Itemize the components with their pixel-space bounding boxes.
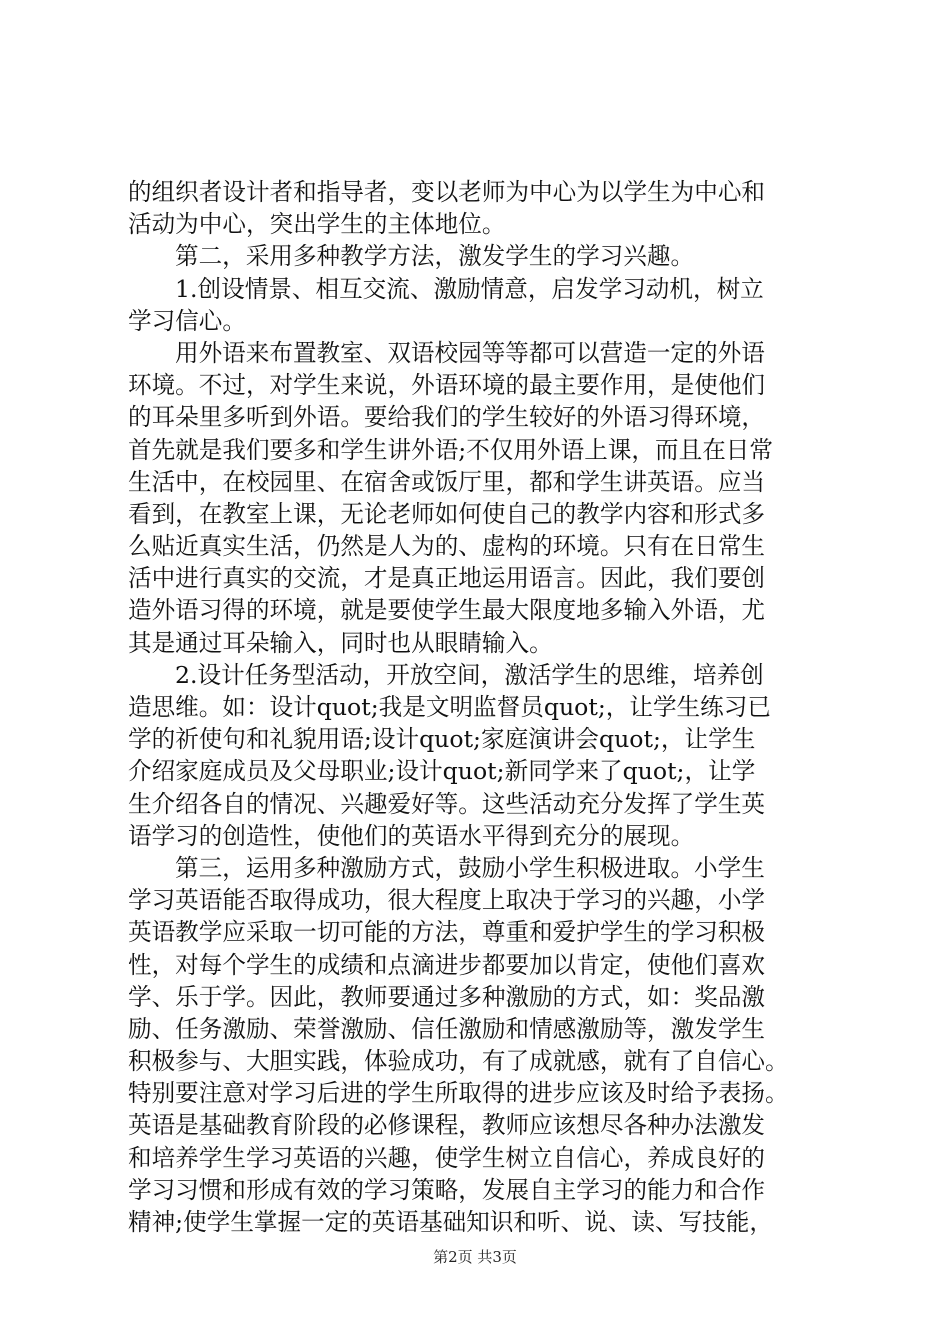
text-line: 语学习的创造性，使他们的英语水平得到充分的展现。 — [128, 821, 695, 850]
text-line: 2.设计任务型活动，开放空间，激活学生的思维，培养创 — [175, 660, 764, 689]
text-line: 特别要注意对学习后进的学生所取得的进步应该及时给予表扬。 — [128, 1079, 789, 1108]
text-line: 第二，采用多种教学方法，激发学生的学习兴趣。 — [175, 242, 695, 271]
text-line: 英语是基础教育阶段的必修课程，教师应该想尽各种办法激发 — [128, 1111, 766, 1140]
text-line: 的组织者设计者和指导者，变以老师为中心为以学生为中心和 — [128, 178, 766, 206]
text-line: 英语教学应采取一切可能的方法，尊重和爱护学生的学习积极 — [128, 918, 766, 947]
text-line: 生活中，在校园里、在宿舍或饭厅里，都和学生讲英语。应当 — [128, 467, 766, 496]
text-line: 么贴近真实生活，仍然是人为的、虚构的环境。只有在日常生 — [128, 532, 766, 561]
text-line: 学习英语能否取得成功，很大程度上取决于学习的兴趣，小学 — [128, 886, 766, 915]
text-line: 和培养学生学习英语的兴趣，使学生树立自信心，养成良好的 — [128, 1143, 766, 1172]
text-line: 的耳朵里多听到外语。要给我们的学生较好的外语习得环境， — [128, 403, 766, 432]
text-line: 学的祈使句和礼貌用语;设计quot;家庭演讲会quot;，让学生 — [128, 725, 756, 754]
text-line: 其是通过耳朵输入，同时也从眼睛输入。 — [128, 628, 553, 657]
text-line: 生介绍各自的情况、兴趣爱好等。这些活动充分发挥了学生英 — [128, 789, 766, 818]
text-line: 学、乐于学。因此，教师要通过多种激励的方式，如：奖品激 — [128, 982, 766, 1011]
text-line: 介绍家庭成员及父母职业;设计quot;新同学来了quot;，让学 — [128, 757, 756, 786]
text-line: 看到，在教室上课，无论老师如何使自己的教学内容和形式多 — [128, 499, 766, 528]
text-line: 造外语习得的环境，就是要使学生最大限度地多输入外语，尤 — [128, 596, 766, 625]
text-line: 精神;使学生掌握一定的英语基础知识和听、说、读、写技能， — [128, 1208, 773, 1236]
text-line: 学习信心。 — [128, 306, 246, 335]
text-line: 励、任务激励、荣誉激励、信任激励和情感激励等，激发学生 — [128, 1014, 766, 1043]
text-line: 首先就是我们要多和学生讲外语;不仅用外语上课，而且在日常 — [128, 435, 773, 464]
page-footer: 第2页 共3页 — [433, 1248, 517, 1266]
text-line: 活动为中心，突出学生的主体地位。 — [128, 210, 506, 239]
text-line: 第三，运用多种激励方式，鼓励小学生积极进取。小学生 — [175, 853, 765, 882]
text-line: 活中进行真实的交流，才是真正地运用语言。因此，我们要创 — [128, 564, 766, 593]
text-line: 用外语来布置教室、双语校园等等都可以营造一定的外语 — [175, 338, 765, 367]
text-line: 1.创设情景、相互交流、激励情意，启发学习动机，树立 — [175, 274, 764, 303]
document-body — [128, 176, 833, 1238]
text-line: 环境。不过，对学生来说，外语环境的最主要作用，是使他们 — [128, 371, 766, 400]
text-line: 造思维。如：设计quot;我是文明监督员quot;，让学生练习已 — [128, 693, 771, 721]
text-line: 性，对每个学生的成绩和点滴进步都要加以肯定，使他们喜欢 — [128, 950, 766, 979]
text-line: 学习习惯和形成有效的学习策略，发展自主学习的能力和合作 — [128, 1175, 766, 1204]
text-line: 积极参与、大胆实践，体验成功，有了成就感，就有了自信心。 — [128, 1047, 789, 1076]
